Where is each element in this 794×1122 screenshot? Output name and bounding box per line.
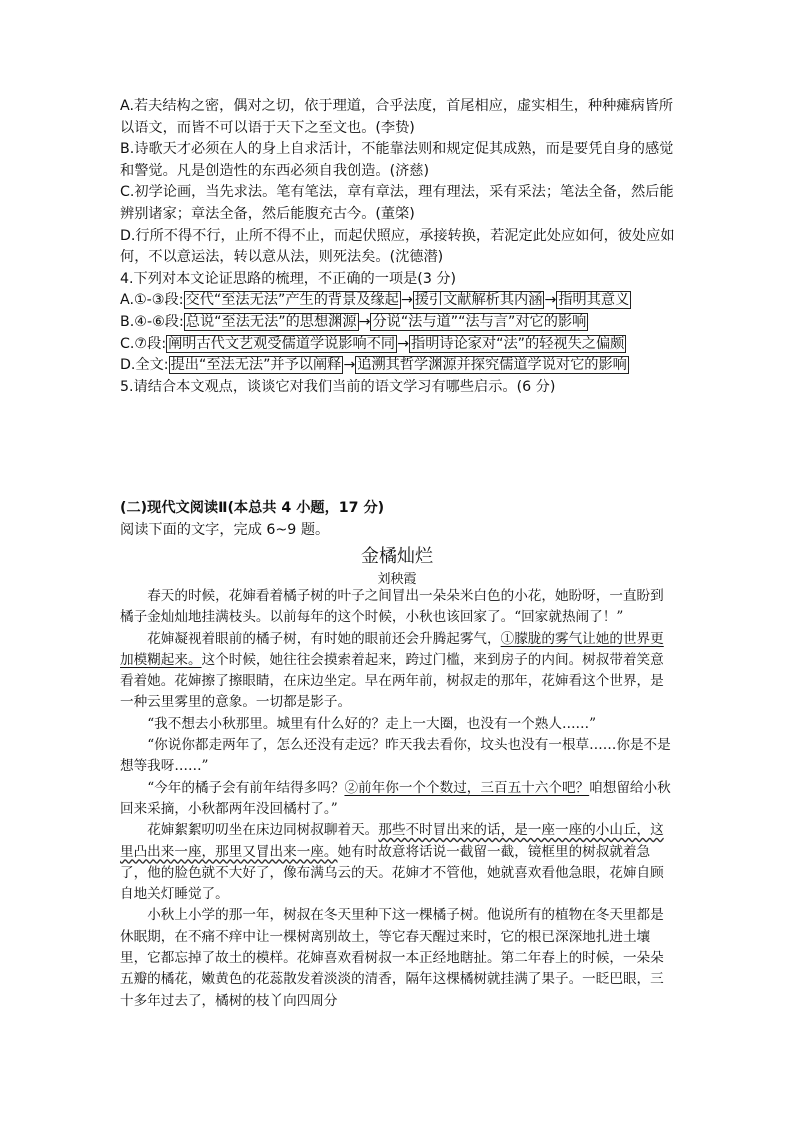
- q4-option-b-label: B.④-⑥段:: [120, 313, 184, 330]
- arrow-icon: →: [397, 335, 410, 352]
- q4-option-c: [120, 334, 676, 356]
- flow-box: 阐明古代文艺观受儒道学说影响不同: [168, 335, 396, 352]
- question-4-stem: 4.下列对本文论证思路的梳理，不正确的一项是(3 分): [120, 270, 457, 287]
- story-paragraph: “今年的橘子会有前年结得多吗？②前年你一个个数过，三百五十六个吧？咱想留给小秋回来采摘，小秋都两年没回橘村了。”: [120, 779, 671, 817]
- section-instruction: 阅读下面的文字，完成 6~9 题。: [120, 522, 330, 538]
- story-body: [120, 586, 676, 1012]
- option-b: B.诗歌天才必须在人的身上自求活计，不能靠法则和规定促其成熟，而是要凭自身的感觉和警觉。凡是创造性的东西必须自我创造。(济慈): [120, 141, 674, 179]
- question-5: 5.请结合本文观点，谈谈它对我们当前的语文学习有哪些启示。(6 分): [120, 378, 556, 395]
- story-title: 金橘灿烂: [361, 546, 433, 567]
- arrow-icon: →: [343, 357, 356, 374]
- marked-sentence-1: ①朦胧的雾气让她的世界更加模糊起来。: [120, 630, 664, 668]
- flow-box: 指明诗论家对“法”的轻视失之偏颇: [411, 335, 625, 352]
- story-author: 刘秧霞: [377, 572, 417, 587]
- flow-box: 交代“至法无法”产生的背景及缘起: [185, 292, 399, 309]
- wavy-underlined-sentence: 那些不时冒出来的话，是一座一座的小山丘，这里凸出来一座，那里又冒出来一座。: [120, 822, 664, 860]
- q4-option-d-label: D.全文:: [120, 357, 169, 374]
- flow-box: 援引文献解析其内涵: [414, 292, 543, 309]
- option-d: D.行所不得不行，止所不得不止，而起伏照应，承接转换，若泥定此处应如何，彼处应如何，不以意运法，转以意从法，则死法矣。(沈德潜): [120, 227, 675, 266]
- section-heading: (二)现代文阅读Ⅱ(本总共 4 小题，17 分): [120, 500, 385, 516]
- option-a: A.若夫结构之密，偶对之切，依于理道，合乎法度，首尾相应，虚实相生，种种瘫病皆所以语文，而皆不可以语于天下之至文也。(李贽): [120, 98, 674, 136]
- story-paragraph: 春天的时候，花婶看着橘子树的叶子之间冒出一朵朵米白色的小花，她盼呀，一直盼到橘子金灿灿地挂满枝头。以前每年的这个时候，小秋也该回家了。“回家就热闹了！”: [120, 588, 664, 626]
- arrow-icon: →: [544, 292, 557, 309]
- flow-box: 分说“法与道”“法与言”对它的影响: [372, 313, 587, 330]
- flow-box: 追溯其哲学渊源并探究儒道学说对它的影响: [357, 357, 627, 374]
- story-paragraph: “我不想去小秋那里。城里有什么好的？走上一大圈，也没有一个熟人……”: [147, 715, 597, 732]
- flow-box: 提出“至法无法”并予以阐释: [170, 357, 342, 374]
- q4-option-d: [120, 355, 676, 377]
- story-paragraph: 花婶絮絮叨叨坐在床边同树叔聊着天。那些不时冒出来的话，是一座一座的小山丘，这里凸出来一座，那里又冒出来一座。她有时故意将话说一截留一截，镜框里的树叔就着急了，他的脸色就不大好了，像布满乌云的天。花婶才不管他，她就喜欢看他急眼，花婶自顾自地关灯睡觉了。: [120, 822, 664, 903]
- q4-option-c-label: C.⑦段:: [120, 335, 167, 352]
- q4-option-a-label: A.①-③段:: [120, 292, 184, 309]
- marked-sentence-2: ②前年你一个个数过，三百五十六个吧？: [344, 779, 590, 796]
- q4-option-a: [120, 290, 676, 312]
- question-block: [120, 96, 676, 398]
- q4-option-b: [120, 312, 676, 334]
- arrow-icon: →: [400, 292, 413, 309]
- story-paragraph: “你说你都走两年了，怎么还没有走远？昨天我去看你，坟头也没有一根草……你是不是想等我呀……”: [120, 737, 671, 775]
- option-c: C.初学论画，当先求法。笔有笔法，章有章法，理有理法，采有采法；笔法全备，然后能辨别诸家；章法全备，然后能腹充古今。(董棨): [120, 184, 674, 222]
- flow-box: 总说“至法无法”的思想渊源: [185, 313, 357, 330]
- story-paragraph: 花婶凝视着眼前的橘子树，有时她的眼前还会升腾起雾气，①朦胧的雾气让她的世界更加模糊起来。这个时候，她往往会摸索着起来，跨过门槛，来到房子的内间。树叔带着笑意看着她。花婶擦了擦眼睛，在床边坐定。早在两年前，树叔走的那年，花婶看这个世界，是一种云里雾里的意象。一切都是影子。: [120, 630, 664, 711]
- flow-box: 指明其意义: [558, 292, 630, 309]
- arrow-icon: →: [358, 313, 371, 330]
- story-paragraph: 小秋上小学的那一年，树叔在冬天里种下这一棵橘子树。他说所有的植物在冬天里都是休眠期，在不痛不痒中让一棵树离别故土，等它春天醒过来时，它的根已深深地扎进土壤里，它都忘掉了故土的模样。花婶喜欢看树叔一本正经地瞎扯。第二年春上的时候，一朵朵五瓣的橘花，嫩黄色的花蕊散发着淡淡的清香，隔年这棵橘树就挂满了果子。一眨巴眼，三十多年过去了，橘树的枝丫向四周分: [120, 907, 664, 1009]
